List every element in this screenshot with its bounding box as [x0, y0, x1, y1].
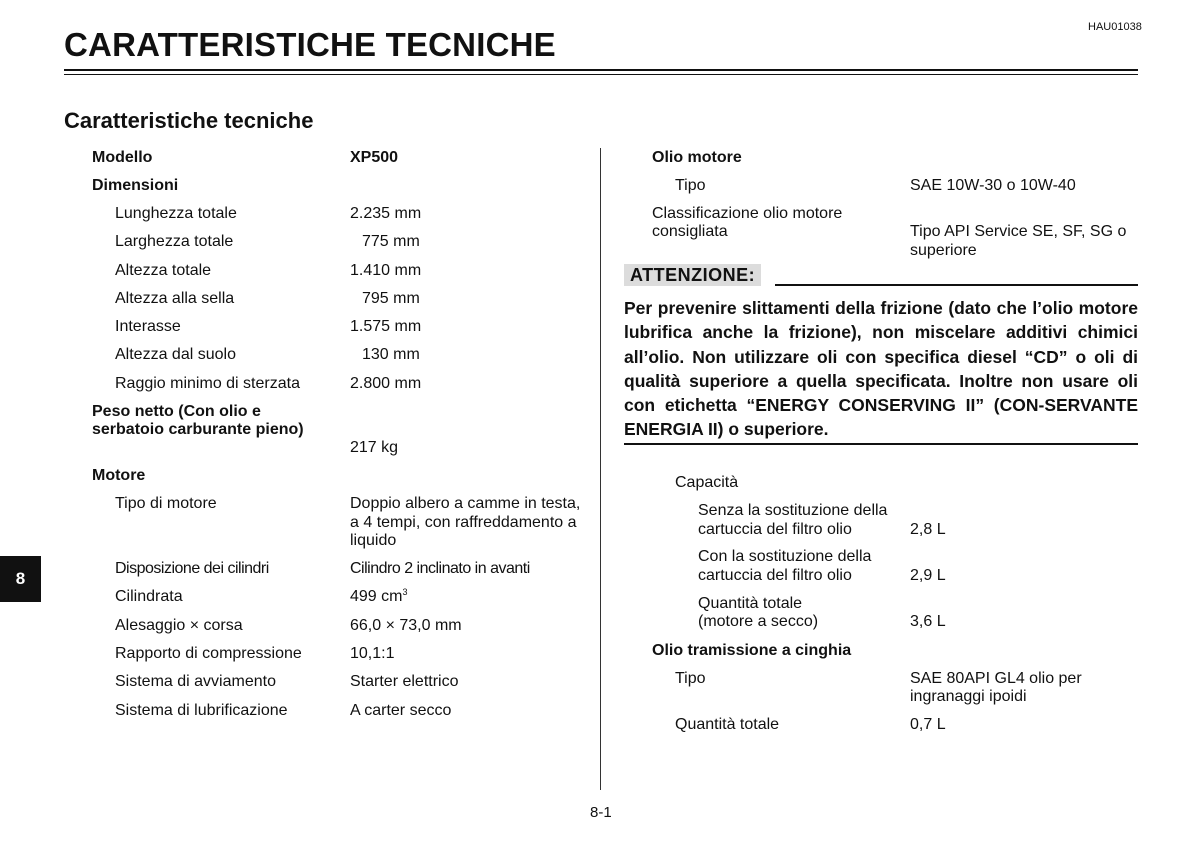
oil-class-value-line2: superiore — [910, 242, 977, 259]
seat-height-label: Altezza alla sella — [115, 290, 235, 307]
total-oil-label-line2: (motore a secco) — [698, 613, 819, 630]
ground-clearance-value: 130 mm — [362, 346, 420, 363]
displacement-label: Cilindrata — [115, 588, 183, 605]
starter-value: Starter elettrico — [350, 673, 459, 690]
belt-oil-total-label: Quantità totale — [675, 716, 780, 733]
oil-type-label: Tipo — [675, 177, 706, 194]
length-label: Lunghezza totale — [115, 205, 237, 222]
belt-oil-label: Olio tramissione a cinghia — [652, 642, 852, 659]
lubrication-label: Sistema di lubrificazione — [115, 702, 288, 719]
page-title: CARATTERISTICHE TECNICHE — [64, 26, 556, 63]
length-value: 2.235 mm — [350, 205, 422, 222]
bore-stroke-label: Alesaggio × corsa — [115, 617, 243, 634]
seat-height-value: 795 mm — [362, 290, 420, 307]
engine-type-line2: a 4 tempi, con raffreddamento a — [350, 514, 577, 531]
with-filter-label-line2: cartuccia del filtro olio — [698, 567, 852, 584]
attention-label: ATTENZIONE: — [624, 264, 761, 286]
engine-type-line3: liquido — [350, 532, 397, 549]
with-filter-value: 2,9 L — [910, 567, 946, 584]
belt-oil-type-line1: SAE 80API GL4 olio per — [910, 670, 1082, 687]
cylinder-arrangement-value: Cilindro 2 inclinato in avanti — [350, 560, 530, 577]
compression-value: 10,1:1 — [350, 645, 395, 662]
total-oil-value: 3,6 L — [910, 613, 946, 630]
with-filter-label-line1: Con la sostituzione della — [698, 548, 872, 565]
lubrication-value: A carter secco — [350, 702, 452, 719]
title-rule-thin — [64, 74, 1138, 75]
height-value: 1.410 mm — [350, 262, 422, 279]
displacement-value: 499 $cm^3$ — [350, 587, 408, 605]
no-filter-label-line2: cartuccia del filtro olio — [698, 521, 852, 538]
cylinder-arrangement-label: Disposizione dei cilindri — [115, 560, 269, 577]
model-value: XP500 — [350, 149, 399, 166]
oil-class-label-line1: Classificazione olio motore — [652, 205, 843, 222]
oil-class-label-line2: consigliata — [652, 223, 728, 240]
bore-stroke-value: 66,0 × 73,0 mm — [350, 617, 462, 634]
no-filter-label-line1: Senza la sostituzione della — [698, 502, 888, 519]
page-number: 8-1 — [590, 804, 612, 821]
engine-label: Motore — [92, 467, 146, 484]
weight-label-line1: Peso netto (Con olio e — [92, 403, 261, 420]
compression-label: Rapporto di compressione — [115, 645, 302, 662]
displacement-unit-superscript: 3 — [402, 587, 408, 597]
engine-type-label: Tipo di motore — [115, 495, 217, 512]
dimensions-label: Dimensioni — [92, 177, 179, 194]
width-label: Larghezza totale — [115, 233, 234, 250]
wheelbase-label: Interasse — [115, 318, 181, 335]
belt-oil-total-value: 0,7 L — [910, 716, 946, 733]
total-oil-label-line1: Quantità totale — [698, 595, 803, 612]
width-value: 775 mm — [362, 233, 420, 250]
capacity-label: Capacità — [675, 474, 739, 491]
ground-clearance-label: Altezza dal suolo — [115, 346, 236, 363]
belt-oil-type-label: Tipo — [675, 670, 706, 687]
height-label: Altezza totale — [115, 262, 212, 279]
document-code: HAU01038 — [1088, 21, 1142, 33]
weight-value: 217 kg — [350, 439, 399, 456]
turning-radius-value: 2.800 mm — [350, 375, 422, 392]
column-divider — [600, 148, 601, 790]
starter-label: Sistema di avviamento — [115, 673, 276, 690]
chapter-tab: 8 — [0, 556, 41, 602]
weight-label-line2: serbatoio carburante pieno) — [92, 421, 304, 438]
turning-radius-label: Raggio minimo di sterzata — [115, 375, 300, 392]
engine-oil-label: Olio motore — [652, 149, 742, 166]
no-filter-value: 2,8 L — [910, 521, 946, 538]
belt-oil-type-line2: ingranaggi ipoidi — [910, 688, 1027, 705]
title-rule-thick — [64, 69, 1138, 71]
model-label: Modello — [92, 149, 153, 166]
warning-bottom-rule — [624, 443, 1138, 445]
section-title: Caratteristiche tecniche — [64, 108, 314, 133]
oil-type-value: SAE 10W-30 o 10W-40 — [910, 177, 1076, 194]
warning-text: Per prevenire slittamenti della frizione (dato che l’olio motore lubrifica anche la frizione), non miscelare additivi chimici all’olio. Non utilizzare oli con specifica diesel “CD” o oli di qualità superiore a quella specificata. Inoltre non usare oli con etichetta “ENERGY CONSERVING II” (CON-SERVANTE ENERGIA II) o superiore. — [624, 298, 1138, 440]
wheelbase-value: 1.575 mm — [350, 318, 422, 335]
engine-type-line1: Doppio albero a camme in testa, — [350, 495, 581, 512]
oil-class-value-line1: Tipo API Service SE, SF, SG o — [910, 223, 1127, 240]
attention-rule — [775, 284, 1138, 286]
